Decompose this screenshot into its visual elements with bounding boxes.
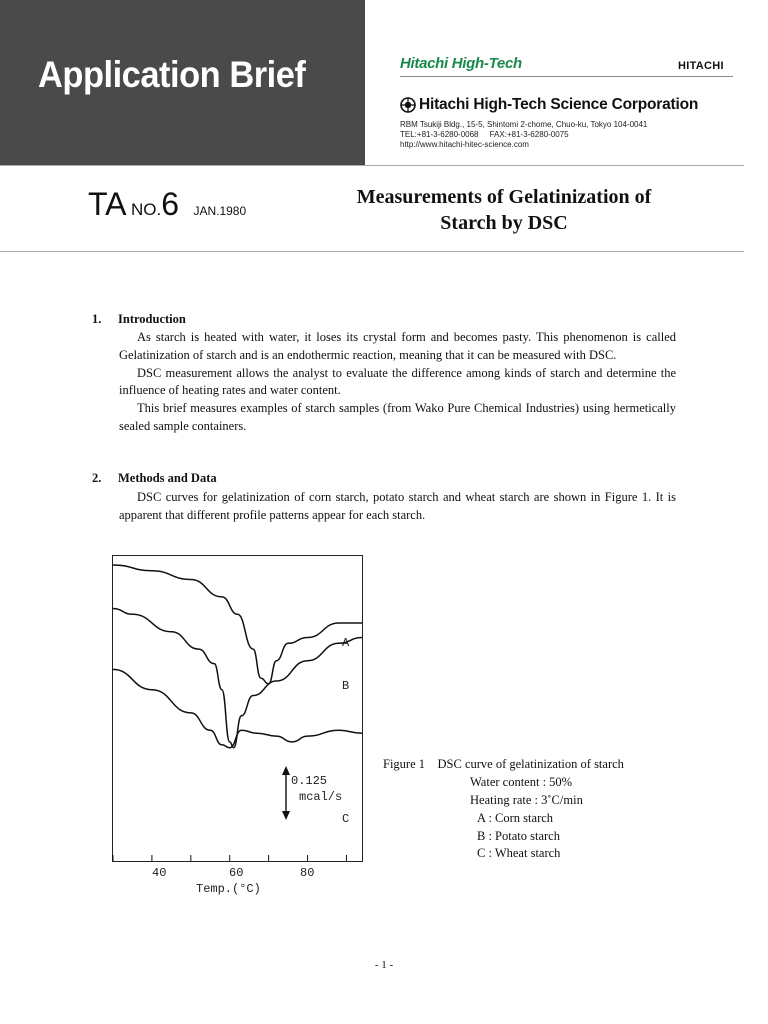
scale-value: 0.125 bbox=[291, 774, 328, 788]
x-tick-label: 80 bbox=[300, 866, 315, 880]
corporation-address: RBM Tsukiji Bldg., 15-5, Shintomi 2-chome, Chuo-ku, Tokyo 104-0041 bbox=[400, 120, 648, 129]
corporation-name: Hitachi High-Tech Science Corporation bbox=[419, 96, 699, 113]
legend-b: B : Potato starch bbox=[477, 829, 560, 843]
curve-label-b: B bbox=[342, 679, 350, 693]
corporation-url[interactable]: http://www.hitachi-hitec-science.com bbox=[400, 140, 529, 149]
ta-label: TA bbox=[88, 186, 127, 222]
x-tick-label: 60 bbox=[229, 866, 244, 880]
figure-caption-title: Figure 1 DSC curve of gelatinization of starch bbox=[383, 757, 624, 771]
scale-unit: mcal/s bbox=[299, 790, 343, 804]
scale-bar bbox=[282, 766, 290, 820]
figure-caption-water: Water content : 50% bbox=[470, 775, 573, 789]
banner-title: Application Brief bbox=[38, 54, 306, 95]
no-label: NO. bbox=[130, 200, 162, 219]
curve-label-a: A bbox=[342, 636, 350, 650]
dsc-curve-a bbox=[113, 565, 362, 684]
x-axis-label: Temp.(°C) bbox=[196, 882, 261, 896]
legend-a: A : Corn starch bbox=[477, 811, 554, 825]
paragraph: This brief measures examples of starch samples (from Wako Pure Chemical Industries) using hermetically sealed sample containers. bbox=[119, 401, 676, 433]
document-title-line1: Measurements of Gelatinization of bbox=[356, 186, 652, 208]
x-tick-label: 40 bbox=[152, 866, 167, 880]
section-title: Methods and Data bbox=[118, 471, 217, 485]
section-number: 2. bbox=[92, 471, 102, 485]
dsc-curve-c bbox=[113, 669, 362, 747]
hitachi-logo: HITACHI bbox=[678, 60, 724, 72]
hitachi-high-tech-logo: Hitachi High-Tech bbox=[400, 55, 522, 72]
page-number: - 1 - bbox=[374, 959, 394, 971]
paragraph: DSC curves for gelatinization of corn starch, potato starch and wheat starch are shown in Figure 1. It is apparent that different profile patterns appear for each starch. bbox=[119, 490, 676, 522]
section-title: Introduction bbox=[118, 312, 186, 326]
paragraph: DSC measurement allows the analyst to evaluate the difference among kinds of starch and determine the influence of heating rates and water content. bbox=[119, 365, 676, 398]
no-value: 6 bbox=[161, 186, 179, 222]
document-title-line2: Starch by DSC bbox=[440, 212, 568, 234]
corporation-tel-fax: TEL:+81-3-6280-0068 FAX:+81-3-6280-0075 bbox=[400, 130, 569, 139]
paragraph: As starch is heated with water, it loses its crystal form and becomes pasty. This phenomenon is called Gelatinization of starch and is an endothermic reaction, meaning that it can be measured with DSC. bbox=[119, 330, 676, 362]
legend-c: C : Wheat starch bbox=[477, 846, 561, 860]
figure-caption-rate: Heating rate : 3˚C/min bbox=[470, 793, 583, 807]
document-date: JAN.1980 bbox=[193, 204, 247, 218]
section-number: 1. bbox=[92, 312, 102, 326]
curve-label-c: C bbox=[342, 812, 350, 826]
